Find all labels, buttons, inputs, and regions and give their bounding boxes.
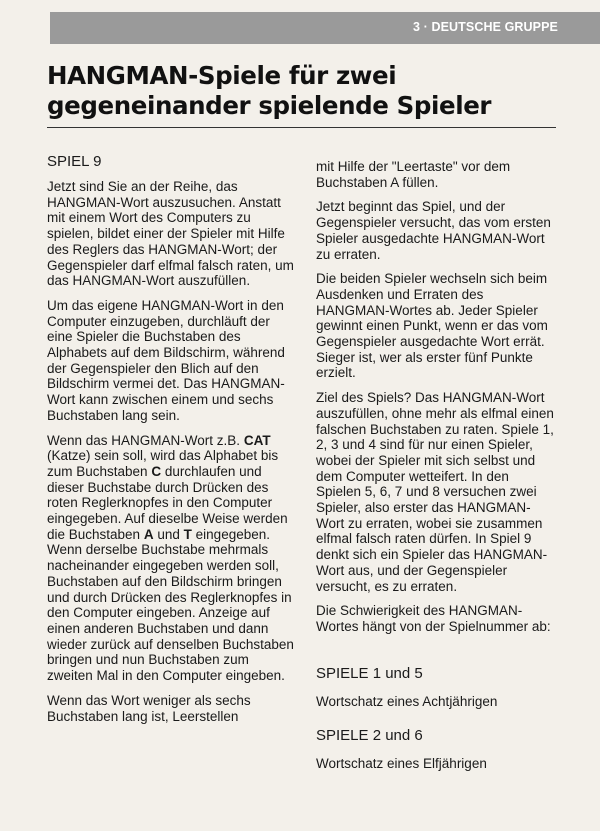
game-9-heading: SPIEL 9 [47,153,102,170]
text-run: durchlaufen und dieser Buchstabe durch Drücken des roten Reglerknopfes in den Computer eingegeben. Auf dieselbe Weise werden die Buchstaben [47,463,288,542]
paragraph: Wenn das Wort weniger als sechs Buchstaben lang ist, Leerstellen [47,692,251,724]
title-line-1: HANGMAN-Spiele für zwei [47,61,397,90]
header-band [50,12,600,44]
left-column [47,153,297,733]
section-label: 3 · DEUTSCHE GRUPPE [413,20,558,34]
games-1-5-text: Wortschatz eines Achtjährigen [316,693,498,709]
letter-t: T [183,526,192,542]
letter-cat: CAT [243,432,271,448]
letter-a: A [143,526,154,542]
title-line-2: gegeneinander spielende Spieler [47,91,492,120]
paragraph: Die Schwierigkeit des HANGMAN-Wortes hängt von der Spielnummer ab: [316,603,551,634]
paragraph: mit Hilfe der "Leertaste" vor dem Buchstaben A füllen. [316,159,511,190]
games-2-6-heading: SPIELE 2 und 6 [316,727,423,745]
text-run: Wenn das HANGMAN-Wort z.B. [47,432,241,448]
right-column [316,159,556,781]
paragraph: Jetzt sind Sie an der Reihe, das HANGMAN-Wort auszusuchen. Anstatt mit einem Wort des Computers zu spielen, bildet einer der Spieler mit Hilfe des Reglers das HANGMAN-Wort; der Gegenspieler darf elfmal falsch raten, um das HANGMAN-Wort auszufüllen. [47,179,294,289]
title-divider [47,127,556,128]
games-1-5-heading: SPIELE 1 und 5 [316,664,423,682]
text-run: eingegeben. Wenn derselbe Buchstabe mehrmals nacheinander eingegeben werden soll, Buchstaben auf den Bildschirm bringen und durch Drücken des Reglerknopfes in den Computer eingeben. Anzeige auf einen anderen Buchstaben und dann wieder zurück auf denselben Buchstaben bringen und nun Buchstaben zum zweiten Mal in den Computer eingeben. [47,526,294,684]
paragraph: Jetzt beginnt das Spiel, und der Gegenspieler versucht, das vom ersten Spieler ausgedachte HANGMAN-Wort zu erraten. [316,199,551,262]
page-title [47,61,567,121]
paragraph: Ziel des Spiels? Das HANGMAN-Wort auszufüllen, ohne mehr als elfmal einen falschen Buchstaben zu raten. Spiele 1, 2, 3 und 4 sind für nur einen Spieler, wobei der Spieler mit sich selbst und dem Computer wetteifert. In den Spielen 5, 6, 7 und 8 versuchen zwei Spieler, also erster das HANGMAN-Wort zu erraten, wobei sie zusammen elfmal falsch raten dürfen. In Spiel 9 denkt sich ein Spieler das HANGMAN-Wort aus, und der Gegenspieler versucht, es zu erraten. [316,390,554,594]
paragraph: Um das eigene HANGMAN-Wort in den Computer einzugeben, durchläuft der eine Spieler die Buchstaben des Alphabets auf dem Bildschirm, während der Gegenspieler den Blich auf den Bildschirm vermei det. Das HANGMAN-Wort kann zwischen einem und sechs Buchstaben lang sein. [47,297,285,423]
paragraph: Die beiden Spieler wechseln sich beim Ausdenken und Erraten des HANGMAN-Wortes ab. Jeder Spieler gewinnt einen Punkt, wenn er das vom Gegenspieler ausgedachte Wort errät. Sieger ist, wer als erster fünf Punkte erzielt. [316,271,548,381]
letter-c: C [151,463,162,479]
text-run: und [157,526,180,542]
games-2-6-text: Wortschatz eines Elfjährigen [316,756,487,772]
text-run: (Katze) sein soll, wird das Alphabet bis zum Buchstaben [47,448,279,479]
paragraph-example [47,433,297,684]
